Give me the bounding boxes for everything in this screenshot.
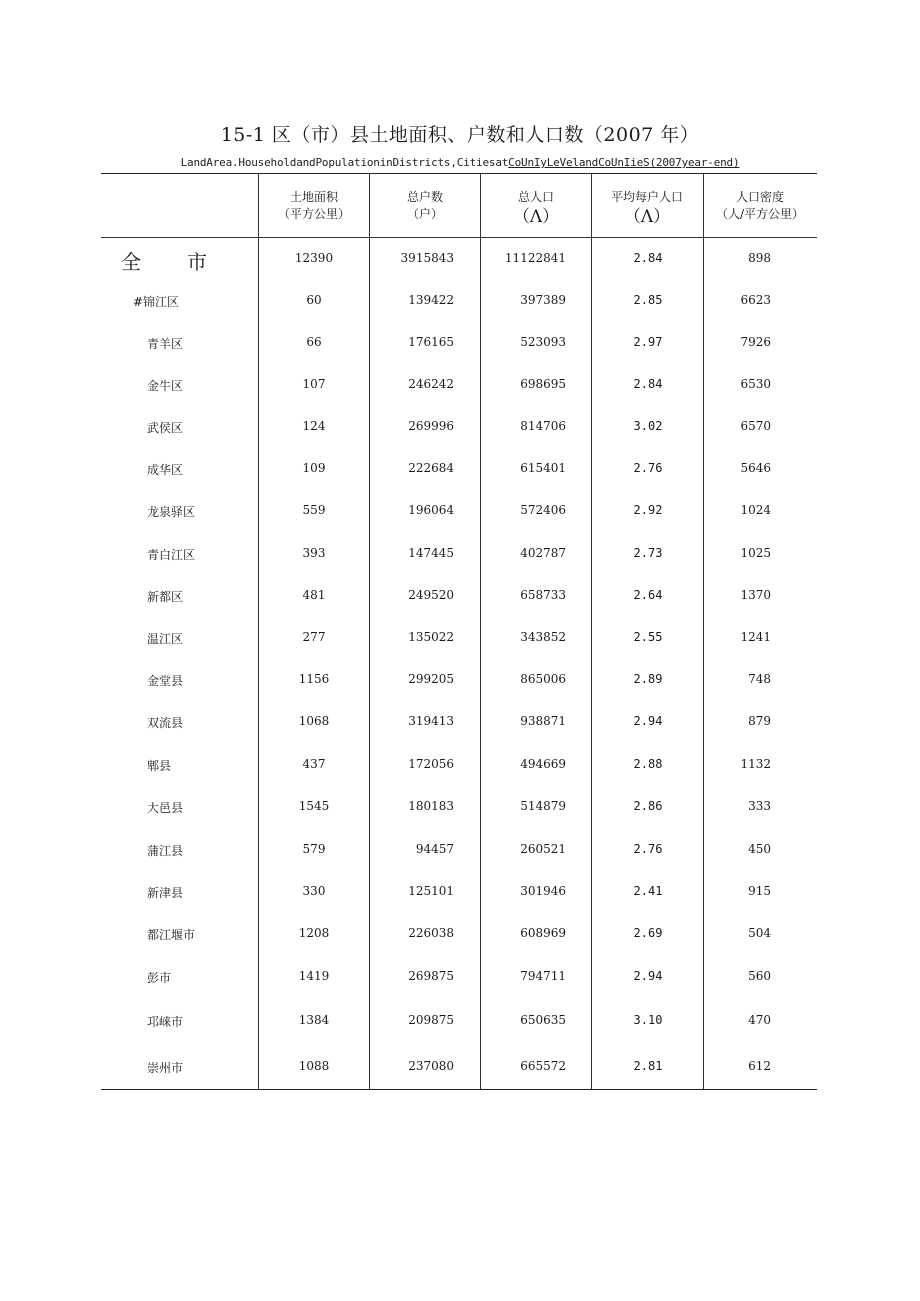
cell-households: 147445 (408, 546, 454, 560)
cell-area: 1068 (298, 714, 330, 728)
cell-population: 608969 (520, 926, 566, 940)
table-row (101, 588, 817, 608)
cell-name: 青白江区 (147, 548, 196, 562)
cell-density: 504 (748, 926, 771, 940)
table-row (101, 461, 817, 481)
cell-area: 1419 (298, 969, 330, 983)
cell-avg: 2.76 (633, 461, 663, 475)
cell-households: 209875 (408, 1013, 454, 1027)
table-row (101, 799, 817, 819)
cell-avg: 2.73 (633, 546, 663, 560)
cell-households: 139422 (408, 293, 454, 307)
cell-density: 1132 (740, 757, 771, 771)
table-row (101, 419, 817, 439)
cell-name: 郫县 (147, 759, 172, 773)
cell-area: 1156 (298, 672, 330, 686)
cell-households: 94457 (415, 842, 454, 856)
cell-households: 269996 (408, 419, 454, 433)
header-area-unit: （平方公里） (277, 207, 350, 221)
cell-density: 7926 (740, 335, 771, 349)
cell-name: 崇州市 (147, 1061, 184, 1075)
cell-density: 470 (748, 1013, 771, 1027)
cell-area: 124 (302, 419, 326, 433)
cell-avg: 2.76 (633, 842, 663, 856)
cell-density: 612 (748, 1059, 771, 1073)
cell-density: 898 (748, 251, 771, 265)
cell-density: 879 (748, 714, 771, 728)
cell-population: 938871 (520, 714, 566, 728)
cell-name: 蒲江县 (147, 844, 184, 858)
cell-area: 1208 (298, 926, 330, 940)
cell-population: 494669 (520, 757, 566, 771)
cell-households: 269875 (408, 969, 454, 983)
cell-name: 新都区 (147, 590, 184, 604)
cell-area: 12390 (294, 251, 334, 265)
subtitle-plain: LandArea.HouseholdandPopulationinDistricts,Citiesat (180, 156, 509, 169)
cell-density: 6570 (740, 419, 771, 433)
cell-households: 319413 (408, 714, 454, 728)
cell-households: 3915843 (400, 251, 454, 265)
cell-name: 龙泉驿区 (147, 505, 196, 519)
table-row (101, 842, 817, 862)
table-subtitle (0, 156, 920, 169)
cell-area: 559 (302, 503, 326, 517)
header-population-unit: （Λ） (512, 207, 560, 227)
statistics-table (101, 173, 817, 1090)
cell-households: 125101 (408, 884, 454, 898)
cell-name: 成华区 (147, 463, 184, 477)
cell-population: 514879 (520, 799, 566, 813)
cell-avg: 2.89 (633, 672, 663, 686)
cell-avg: 2.85 (633, 293, 663, 307)
cell-population: 814706 (520, 419, 566, 433)
cell-name: 武侯区 (147, 421, 184, 435)
header-population-label: 总人口 (517, 190, 554, 204)
cell-households: 237080 (408, 1059, 454, 1073)
cell-density: 560 (748, 969, 771, 983)
table-row (101, 546, 817, 566)
header-households-unit: （户） (406, 207, 443, 221)
cell-name: 双流县 (147, 716, 184, 730)
cell-households: 246242 (408, 377, 454, 391)
cell-avg: 2.64 (633, 588, 663, 602)
header-households-label: 总户数 (406, 190, 443, 204)
cell-density: 1370 (740, 588, 771, 602)
table-row (101, 335, 817, 355)
header-population (480, 174, 592, 237)
table-row (101, 1059, 817, 1079)
cell-households: 299205 (408, 672, 454, 686)
cell-avg: 2.86 (633, 799, 663, 813)
cell-density: 6623 (740, 293, 771, 307)
table-row (101, 377, 817, 397)
cell-population: 343852 (520, 630, 566, 644)
table-row (101, 1013, 817, 1033)
header-avg (591, 174, 703, 237)
cell-avg: 2.94 (633, 714, 663, 728)
cell-name: 邛崃市 (147, 1015, 184, 1029)
cell-households: 180183 (408, 799, 454, 813)
cell-avg: 2.69 (633, 926, 663, 940)
cell-area: 330 (302, 884, 326, 898)
cell-avg: 3.02 (633, 419, 663, 433)
cell-area: 1384 (298, 1013, 330, 1027)
cell-density: 1025 (740, 546, 771, 560)
cell-area: 107 (302, 377, 326, 391)
cell-avg: 2.88 (633, 757, 663, 771)
cell-name: 新津县 (147, 886, 184, 900)
table-row (101, 630, 817, 650)
subtitle-underlined: CoUnIyLeVelandCoUnIieS(2007year-end) (508, 156, 740, 169)
table-title: 15-1 区（市）县土地面积、户数和人口数（2007 年） (220, 124, 700, 146)
cell-name: 彭市 (147, 971, 172, 985)
cell-area: 109 (302, 461, 326, 475)
cell-area: 1545 (298, 799, 330, 813)
table-row (101, 293, 817, 313)
cell-name: 温江区 (147, 632, 184, 646)
table-row (101, 884, 817, 904)
cell-name: 全 市 (121, 250, 209, 274)
header-avg-unit: （Λ） (623, 207, 671, 227)
cell-households: 249520 (408, 588, 454, 602)
header-density (703, 174, 817, 237)
cell-population: 658733 (520, 588, 566, 602)
cell-avg: 2.97 (633, 335, 663, 349)
cell-population: 794711 (520, 969, 566, 983)
header-area-label: 土地面积 (289, 190, 338, 204)
cell-density: 450 (748, 842, 771, 856)
cell-density: 915 (748, 884, 771, 898)
cell-density: 748 (748, 672, 771, 686)
cell-density: 5646 (740, 461, 771, 475)
cell-households: 135022 (408, 630, 454, 644)
cell-population: 698695 (520, 377, 566, 391)
cell-population: 865006 (520, 672, 566, 686)
cell-area: 437 (302, 757, 326, 771)
cell-area: 277 (302, 630, 326, 644)
header-area (258, 174, 370, 237)
cell-population: 665572 (520, 1059, 566, 1073)
cell-population: 397389 (520, 293, 566, 307)
cell-density: 333 (748, 799, 771, 813)
cell-avg: 2.94 (633, 969, 663, 983)
cell-density: 1241 (740, 630, 771, 644)
table-row (101, 714, 817, 734)
cell-name: 青羊区 (147, 337, 184, 351)
header-rule (101, 237, 817, 238)
cell-households: 176165 (408, 335, 454, 349)
header-density-label: 人口密度 (735, 190, 784, 204)
cell-area: 481 (302, 588, 326, 602)
table-row (101, 926, 817, 946)
table-row (101, 757, 817, 777)
cell-avg: 2.84 (633, 251, 663, 265)
header-density-unit: （人/平方公里） (715, 207, 805, 221)
cell-area: 1088 (298, 1059, 330, 1073)
cell-avg: 2.81 (633, 1059, 663, 1073)
cell-area: 393 (302, 546, 326, 560)
cell-population: 650635 (520, 1013, 566, 1027)
cell-name: 金堂县 (147, 674, 184, 688)
cell-area: 60 (306, 293, 322, 307)
cell-population: 260521 (520, 842, 566, 856)
cell-area: 579 (302, 842, 326, 856)
table-row (101, 250, 817, 274)
table-row (101, 503, 817, 523)
cell-population: 615401 (520, 461, 566, 475)
cell-avg: 2.84 (633, 377, 663, 391)
cell-avg: 2.92 (633, 503, 663, 517)
cell-population: 11122841 (504, 251, 566, 265)
cell-name: #锦江区 (133, 295, 180, 309)
header-avg-label: 平均每户人口 (610, 190, 683, 204)
cell-households: 172056 (408, 757, 454, 771)
cell-name: 金牛区 (147, 379, 184, 393)
cell-population: 301946 (520, 884, 566, 898)
cell-population: 523093 (520, 335, 566, 349)
table-row (101, 969, 817, 989)
cell-density: 6530 (740, 377, 771, 391)
cell-households: 222684 (408, 461, 454, 475)
table-row (101, 672, 817, 692)
cell-avg: 2.55 (633, 630, 663, 644)
cell-density: 1024 (740, 503, 771, 517)
cell-population: 402787 (520, 546, 566, 560)
cell-households: 226038 (408, 926, 454, 940)
cell-area: 66 (306, 335, 322, 349)
header-households (369, 174, 481, 237)
cell-name: 大邑县 (147, 801, 184, 815)
cell-households: 196064 (408, 503, 454, 517)
cell-population: 572406 (520, 503, 566, 517)
cell-name: 都江堰市 (147, 928, 196, 942)
cell-avg: 2.41 (633, 884, 663, 898)
cell-avg: 3.10 (633, 1013, 663, 1027)
